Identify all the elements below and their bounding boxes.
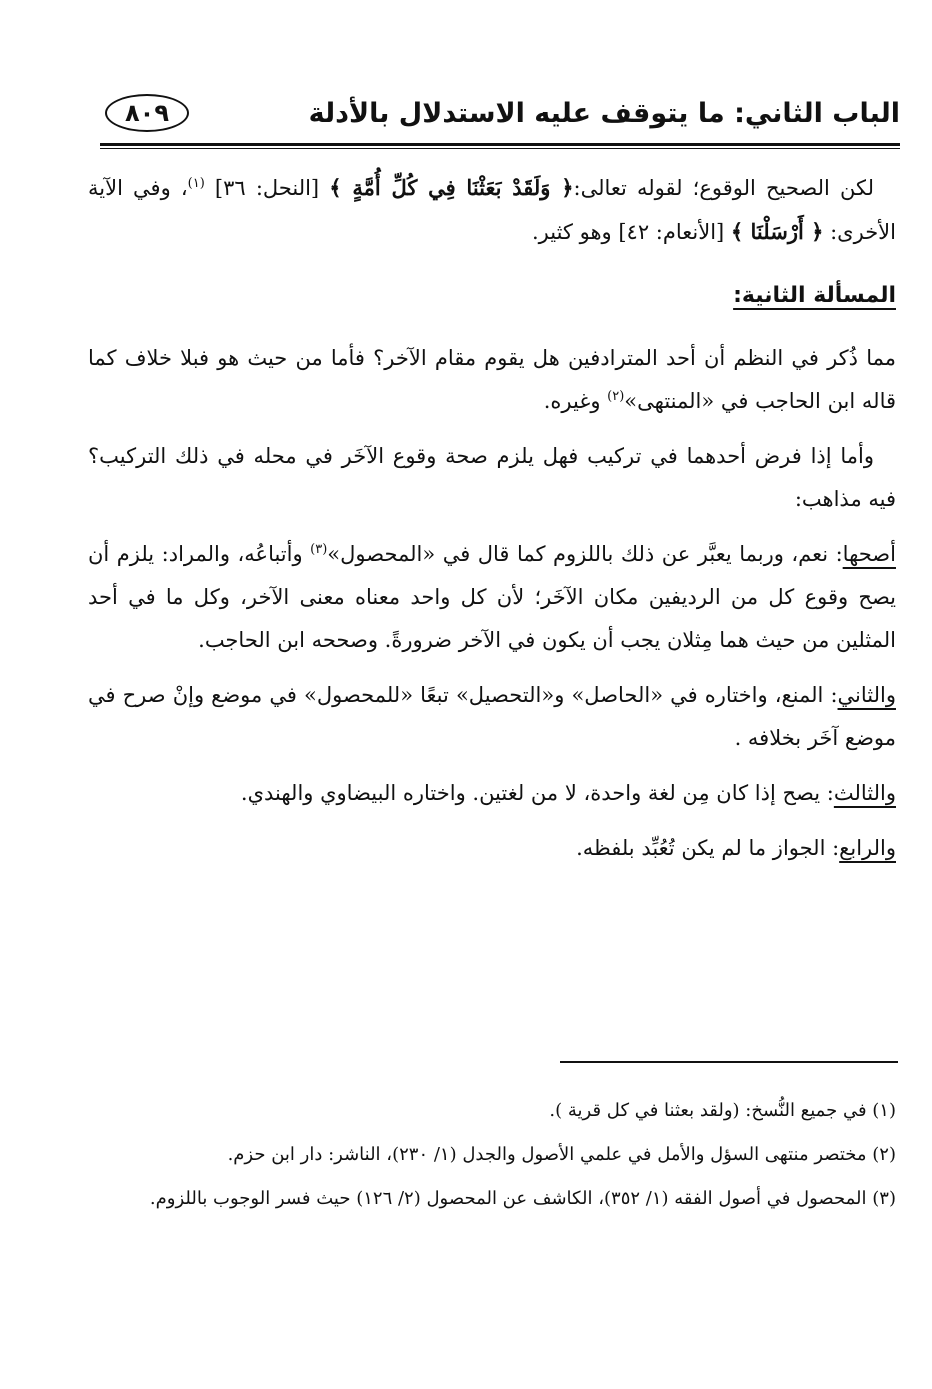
text-run: : الجواز ما لم يكن تُعُبِّد بلفظه.: [576, 836, 840, 860]
section-heading-row: [88, 274, 896, 317]
term-label: أصحها: [842, 542, 896, 566]
footnote-ref-2: (٢): [607, 389, 625, 404]
page-number-badge: ٨٠٩: [105, 94, 189, 132]
term-label: والثاني: [837, 683, 896, 707]
footnote-1: (١) في جميع النُّسخ: (ولقد بعثنا في كل قرية ).: [549, 1100, 896, 1121]
quran-verse: ﴿ وَلَقَدْ بَعَثْنَا فِي كُلِّ أُمَّةٍ ﴾: [329, 175, 574, 200]
paragraph-7: [88, 827, 896, 870]
paragraph-5: [88, 674, 896, 760]
text-run: وغيره.: [543, 389, 608, 413]
footnote-3: (٣) المحصول في أصول الفقه (١/ ٣٥٢)، الكاشف عن المحصول (٢/ ١٢٦) حيث فسر الوجوب باللزوم.: [149, 1188, 896, 1209]
footnote-ref-3: (٣): [310, 542, 328, 557]
footnote-ref-1: (١): [187, 176, 205, 191]
paragraph-4: [88, 533, 896, 662]
text-run: مما ذُكر في النظم أن أحد المترادفين هل يقوم مقام الآخر؟ فأما من حيث هو فبلا خلاف كما قاله ابن الحاجب في «المنتهى»: [88, 346, 896, 413]
page-header: [100, 92, 900, 144]
text-run: : يصح إذا كان مِن لغة واحدة، لا من لغتين. واختاره البيضاوي والهندي.: [240, 781, 834, 805]
header-rule-thick: [100, 143, 900, 146]
term-label: والرابع: [839, 836, 896, 860]
header-rule-thin: [100, 148, 900, 149]
text-run: لكن الصحيح الوقوع؛ لقوله تعالى:: [573, 176, 874, 200]
term-label: والثالث: [833, 781, 896, 805]
paragraph-3: وأما إذا فرض أحدهما في تركيب فهل يلزم صحة وقوع الآخَر في محله في ذلك التركيب؟ فيه مذاهب:: [88, 444, 896, 511]
text-run: : المنع، واختاره في «الحاصل» و«التحصيل» تبعًا «للمحصول» في موضع وإنْ صرح في موضع آخَر بخلافه .: [88, 683, 896, 750]
text-run: [الأنعام: ٤٢] وهو كثير.: [532, 220, 731, 244]
text-run: وأتباعُه، والمراد: يلزم أن يصح وقوع كل من الرديفين مكان الآخَر؛ لأن كل واحد معناه معنى الآخر، وكل ما في أحد المثلين من حيث هما مِثلان يجب أن يكون في الآخر ضرورةً. وصححه ابن الحاجب.: [88, 542, 896, 652]
paragraph-2: [88, 337, 896, 423]
paragraph-1: [88, 166, 896, 254]
footnote-separator: [560, 1061, 898, 1063]
section-heading: المسألة الثانية:: [733, 283, 896, 308]
main-text: [88, 166, 896, 870]
text-run: [النحل: ٣٦]: [204, 176, 330, 200]
paragraph-6: [88, 772, 896, 815]
footnotes: [88, 1092, 896, 1224]
text-run: : نعم، وربما يعبَّر عن ذلك باللزوم كما قال في «المحصول»: [327, 542, 843, 566]
quran-verse: ﴿ أَرْسَلْنَا ﴾: [730, 219, 824, 244]
footnote-2: (٢) مختصر منتهى السؤل والأمل في علمي الأصول والجدل (١/ ٢٣٠)، الناشر: دار ابن حزم.: [227, 1144, 896, 1165]
text-run: ، وفي الآية الأخرى:: [88, 176, 896, 244]
running-title: الباب الثاني: ما يتوقف عليه الاستدلال بالأدلة: [308, 98, 900, 129]
